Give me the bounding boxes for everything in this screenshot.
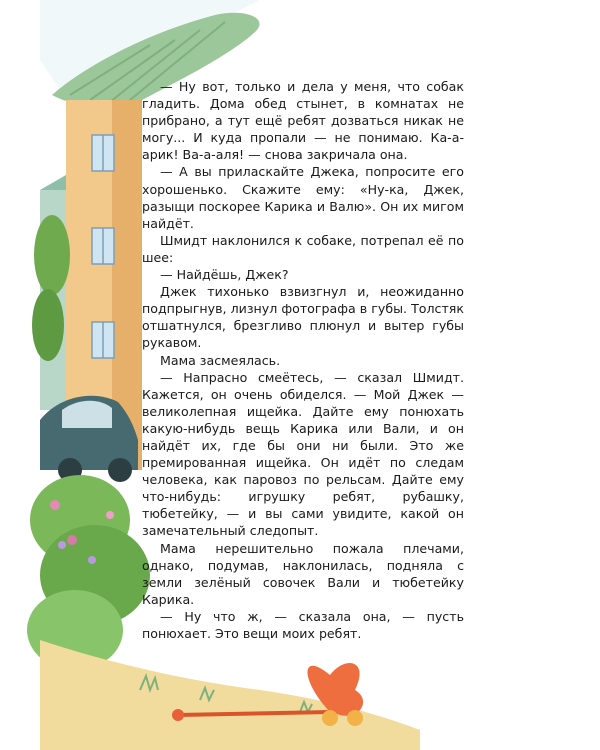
paragraph: Мама нерешительно пожала плечами, однако, подумав, наклонилась, подняла с земли зелёный совочек Вали и тюбетейку Карика.: [142, 540, 464, 607]
paragraph: — Ну вот, только и дела у меня, что собак гладить. Дома обед стынет, в комнатах не прибрано, а тут ещё ребят дозваться никак не могу... И куда пропали — не понимаю. Ка-а-арик! Ва-а-аля! — снова закричала она.: [142, 79, 464, 163]
paragraph: — А вы приласкайте Джека, попросите его хорошенько. Скажите ему: «Ну-ка, Джек, разыщи поскорее Карика и Валю». Он их мигом найдёт.: [142, 164, 464, 231]
paragraph: Шмидт наклонился к собаке, потрепал её по шее:: [142, 232, 464, 265]
paragraph: Мама засмеялась.: [160, 352, 281, 368]
paragraph: — Ну что ж, — сказала она, — пусть понюхает. Это вещи моих ребят.: [142, 608, 464, 641]
car: [40, 396, 138, 482]
house-windows: [92, 135, 114, 358]
paragraph: — Напрасно смеётесь, — сказал Шмидт. Кажется, он очень обиделся. — Мой Джек — великолепная ищейка. Дайте ему понюхать какую-нибудь вещь Карика или Вали, и он найдёт их, где бы они ни были. Это же премированная ищейка. Он идёт по следам человека, как паровоз по рельсам. Дайте ему что-нибудь: игрушку ребят, рубашку, тюбетейку, — и вы сами увидите, какой он замечательный следопыт.: [142, 369, 464, 539]
paragraph: — Найдёшь, Джек?: [160, 267, 289, 283]
text-column: [142, 78, 464, 642]
paragraph: Джек тихонько взвизгнул и, неожиданно подпрыгнув, лизнул фотографа в губы. Толстяк отшатнулся, брезгливо плюнул и вытер губы рукавом.: [142, 284, 464, 351]
bushes: [27, 475, 150, 670]
